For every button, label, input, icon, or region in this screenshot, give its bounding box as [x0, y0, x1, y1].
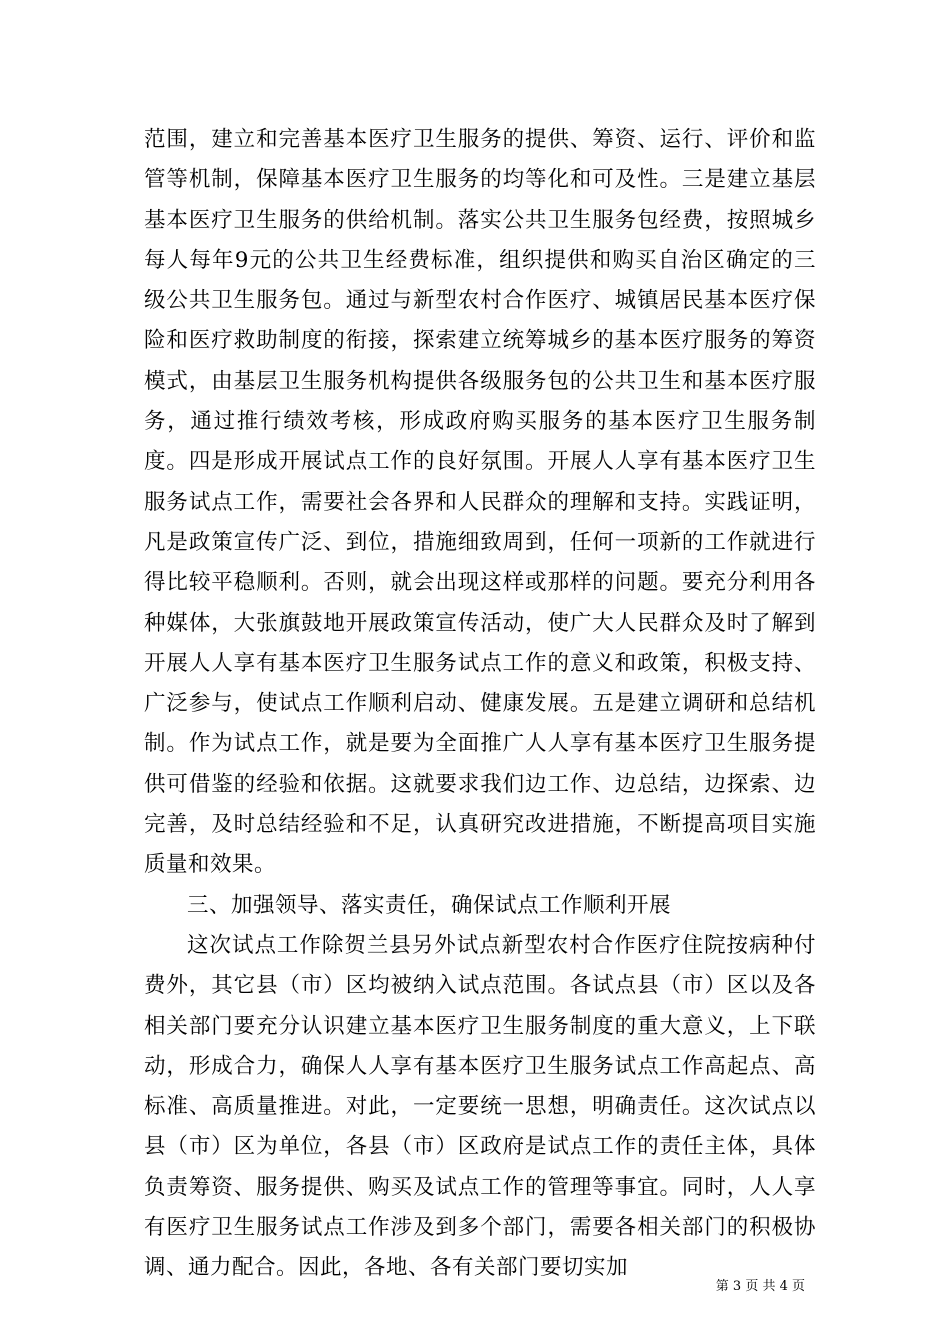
section-heading: 三、加强领导、落实责任，确保试点工作顺利开展 — [187, 892, 672, 918]
document-body — [144, 120, 816, 1289]
body-paragraph: 范围，建立和完善基本医疗卫生服务的提供、筹资、运行、评价和监管等机制，保障基本医疗卫生服务的均等化和可及性。三是建立基层基本医疗卫生服务的供给机制。落实公共卫生服务包经费，按照城乡每人每年9元的公共卫生经费标准，组织提供和购买自治区确定的三级公共卫生服务包。通过与新型农村合作医疗、城镇居民基本医疗保险和医疗救助制度的衔接，探索建立统筹城乡的基本医疗服务的筹资模式，由基层卫生服务机构提供各级服务包的公共卫生和基本医疗服务，通过推行绩效考核，形成政府购买服务的基本医疗卫生服务制度。四是形成开展试点工作的良好氛围。开展人人享有基本医疗卫生服务试点工作，需要社会各界和人民群众的理解和支持。实践证明，凡是政策宣传广泛、到位，措施细致周到，任何一项新的工作就进行得比较平稳顺利。否则，就会出现这样或那样的问题。要充分利用各种媒体，大张旗鼓地开展政策宣传活动，使广大人民群众及时了解到开展人人享有基本医疗卫生服务试点工作的意义和政策，积极支持、广泛参与，使试点工作顺利启动、健康发展。五是建立调研和总结机制。作为试点工作，就是要为全面推广人人享有基本医疗卫生服务提供可借鉴的经验和依据。这就要求我们边工作、边总结，边探索、边完善，及时总结经验和不足，认真研究改进措施，不断提高项目实施质量和效果。 — [144, 127, 816, 878]
body-paragraph: 这次试点工作除贺兰县另外试点新型农村合作医疗住院按病种付费外，其它县（市）区均被纳入试点范围。各试点县（市）区以及各相关部门要充分认识建立基本医疗卫生服务制度的重大意义，上下联动，形成合力，确保人人享有基本医疗卫生服务试点工作高起点、高标准、高质量推进。对此，一定要统一思想，明确责任。这次试点以县（市）区为单位，各县（市）区政府是试点工作的责任主体，具体负责筹资、服务提供、购买及试点工作的管理等事宜。同时，人人享有医疗卫生服务试点工作涉及到多个部门，需要各相关部门的积极协调、通力配合。因此，各地、各有关部门要切实加 — [144, 932, 816, 1281]
page-number-footer: 第 3 页 共 4 页 — [715, 1279, 805, 1294]
